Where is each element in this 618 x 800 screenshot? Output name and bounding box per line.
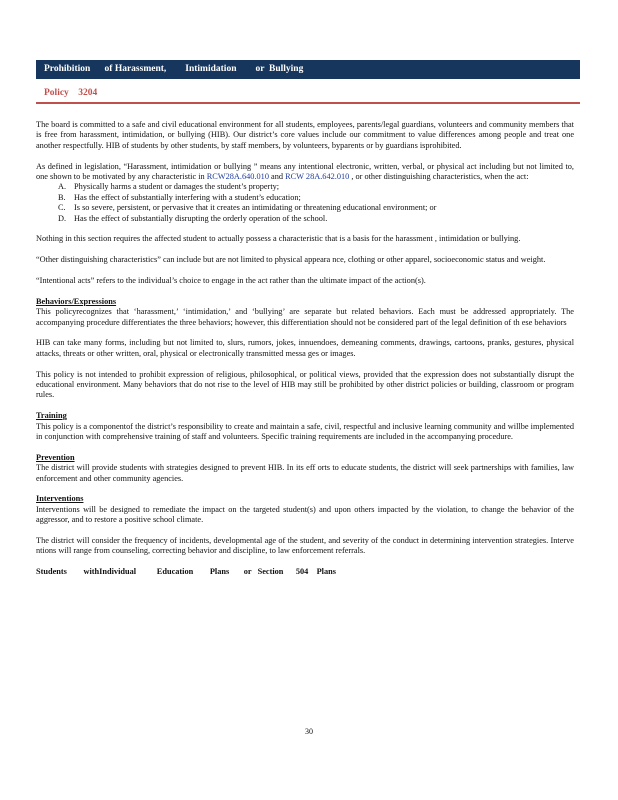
definition-item <box>58 193 574 203</box>
section-paragraph: The district will consider the frequency of incidents, developmental age of the student, and severity of the conduct in determining intervention strategies. Interve ntions will range from counseling, correcting behavior and discipline, to law enforcement referrals. <box>36 536 574 556</box>
rcw-link-640[interactable]: RCW28A.640.010 <box>206 172 269 182</box>
header-divider <box>36 102 580 104</box>
section-paragraph: This policy is a componentof the district’s responsibility to create and maintain a safe, civil, respectful and inclusive learning community and willbe implemented in conjunction with comprehensive training of staff and volunteers. Specific training requirements are included in the accompanying procedure. <box>36 421 574 442</box>
section-interventions <box>36 494 574 556</box>
definition-item <box>58 203 574 213</box>
policy-body <box>36 120 574 578</box>
section-heading-iep-504: Students withIndividual Education Plans or Section 504 Plans <box>36 567 336 577</box>
definition-paragraph <box>36 162 574 183</box>
policy-title: Prohibition of Harassment, Intimidation or Bullying <box>44 64 304 74</box>
definition-tail: , or other distinguishing characteristics, when the act: <box>349 172 529 182</box>
section-paragraph: The district will provide students with strategies designed to prevent HIB. In its eff orts to educate students, the district will seek partnerships with families, law enforcement and other community agencies. <box>36 463 574 483</box>
item-text: Physically harms a student or damages the student’s property; <box>74 182 280 192</box>
definition-item <box>58 182 574 192</box>
section-heading: Training <box>36 411 67 421</box>
section-paragraph: HIB can take many forms, including but not limited to, slurs, rumors, jokes, innuendoes, demeaning comments, drawings, cartoons, pranks, gestures, physical attacks, threats or other written, oral, physical or electronically transmitted messa ges or images. <box>36 338 574 358</box>
item-letter: A. <box>58 182 67 192</box>
section-heading: Prevention <box>36 452 75 462</box>
section-training <box>36 411 574 442</box>
section-behaviors <box>36 297 574 401</box>
section-heading: Interventions <box>36 494 84 504</box>
intentional-acts-paragraph: “Intentional acts” refers to the individual’s choice to engage in the act rather than the ultimate impact of the action(s). <box>36 276 426 286</box>
page-number: 30 <box>305 727 313 736</box>
intro-paragraph: The board is committed to a safe and civil educational environment for all students, employees, parents/legal guardians, volunteers and community members that is free from harassment, intimidation, or bullying (HIB). Our district’s core values include our commitment to value differences among people and treat one another respectfully. HIB of students by other students, by staff members, by volunteers, byparents or by guardians isprohibited. <box>36 120 574 150</box>
section-paragraph: Interventions will be designed to remediate the impact on the targeted student(s) and upon others impacted by the violation, to change the behavior of the aggressor, and to restore a positive school climate. <box>36 504 574 525</box>
title-banner <box>36 60 580 79</box>
other-characteristics-paragraph: “Other distinguishing characteristics” can include but are not limited to physical appeara nce, clothing or other apparel, socioeconomic status and weight. <box>36 255 546 265</box>
definition-mid: and <box>268 172 284 182</box>
definition-lead: As defined in legislation, “Harassment, intimidation or bullying ” means any intentional electronic, written, verbal, or physical act including but not limited to, one shown to be motivated by any characteristic in <box>36 161 574 182</box>
section-paragraph: This policy is not intended to prohibit expression of religious, philosophical, or political views, provided that the expression does not substantially disrupt the educational environment. Many behaviors that do not rise to the level of HIB may still be prohibited by other district policies or building, classroom or program rules. <box>36 369 574 400</box>
item-letter: C. <box>58 203 66 213</box>
section-prevention <box>36 453 574 484</box>
section-paragraph: This policyrecognizes that ‘harassment,’ ‘intimidation,’ and ‘bullying’ are separate but related behaviors. Each must be addressed appropriately. The accompanying procedure differentiates the three behaviors; however, this differentiation should not be considered part of the legal definition of th ese behaviors <box>36 307 574 327</box>
definition-item <box>58 214 574 224</box>
definition-list <box>36 182 574 224</box>
section-heading: Behaviors/Expressions <box>36 296 117 306</box>
nothing-paragraph: Nothing in this section requires the affected student to actually possess a characteristic that is a basis for the harassment , intimidation or bullying. <box>36 234 521 244</box>
item-letter: D. <box>58 213 67 223</box>
item-text: Is so severe, persistent, or pervasive that it creates an intimidating or threatening educational environment; or <box>74 203 437 213</box>
definition-block <box>36 162 574 224</box>
item-text: Has the effect of substantially disrupting the orderly operation of the school. <box>74 213 328 223</box>
policy-number: Policy 3204 <box>44 88 98 98</box>
item-text: Has the effect of substantially interfering with a student’s education; <box>74 192 301 202</box>
item-letter: B. <box>58 192 66 202</box>
rcw-link-642[interactable]: RCW 28A.642.010 <box>285 172 350 182</box>
